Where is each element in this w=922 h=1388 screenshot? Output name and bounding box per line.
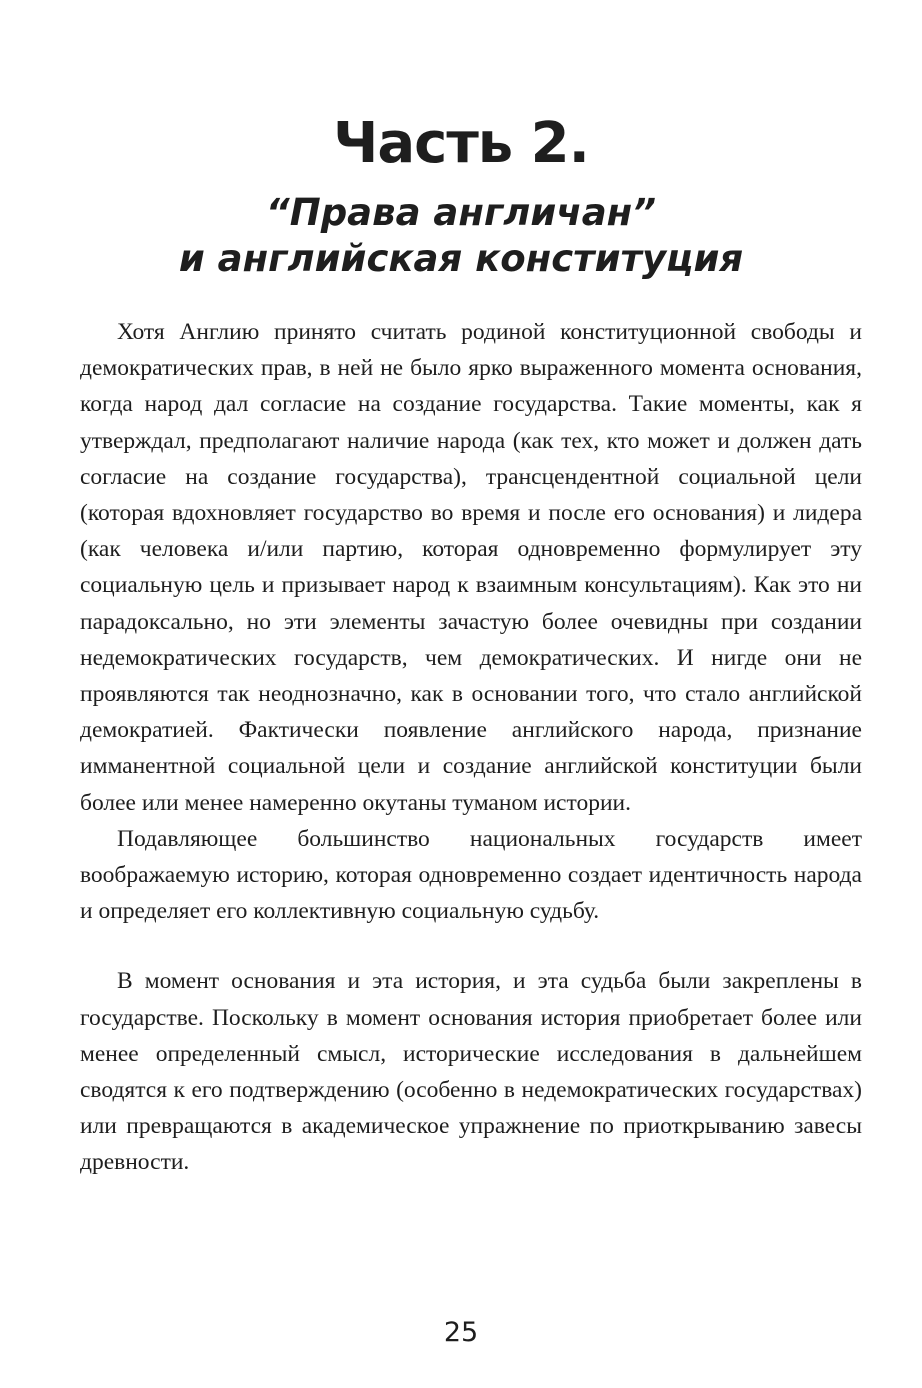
paragraph-3: В момент основания и эта история, и эта судьба были закреплены в государстве. Поскольку в момент основания история приобретает более или менее определенный смысл, исторические исследования в дальнейшем сводятся к его подтверждению (особенно в недемократических государствах) или превращаются в академическое упражнение по приоткрыванию завесы древности. — [80, 968, 862, 1176]
subtitle-line-1: “Права англичан” — [265, 191, 657, 234]
page-number: 25 — [443, 1317, 479, 1348]
chapter-subtitle — [0, 190, 922, 282]
part-title: Часть 2. — [333, 111, 589, 176]
paragraph-1: Хотя Англию принято считать родиной конституционной свободы и демократических прав, в ней не было ярко выраженного момента основания, когда народ дал согласие на создание государства. Такие моменты, как я утверждал, предполагают наличие народа (как тех, кто может и должен дать согласие на создание государства), трансцендентной социальной цели (которая вдохновляет государство во время и после его основания) и лидера (как человека и/или партию, которая одновременно формулирует эту социальную цель и призывает народ к взаимным консультациям). Как это ни парадоксально, но эти элементы зачастую более очевидны при создании недемократических государств, чем демократических. И нигде они не проявляются так неоднозначно, как в основании того, что стало английской демократией. Фактически появление английского народа, признание имманентной социальной цели и создание английской конституции были более или менее намеренно окутаны туманом истории. — [80, 319, 862, 816]
subtitle-line-2: и английская конституция — [178, 237, 744, 280]
body-text — [80, 314, 862, 1181]
paragraph-2: Подавляющее большинство национальных государств имеет воображаемую историю, которая одновременно создает идентичность народа и определяет его коллективную социальную судьбу. — [80, 825, 862, 925]
